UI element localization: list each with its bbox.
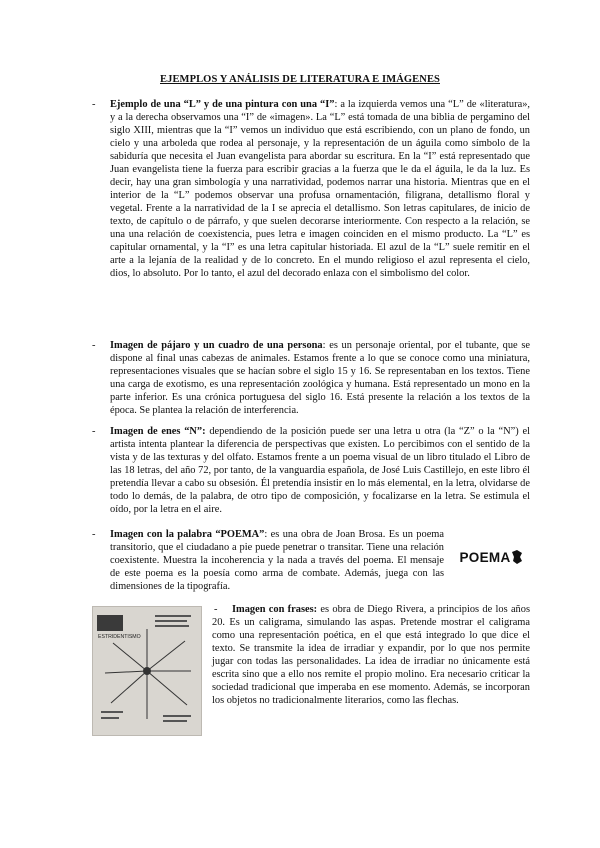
- entry-text: : es una obra de Joan Brosa. Es un poema transitorio, que el ciudadano a pie puede penetrar o transitar. Tiene una relación coexistente. Muestra la incoherencia y la nada a través del poema. El mensaje de este poema es la poesía como arma de combate. Además, juega con las dimensiones de la tipografía.: [110, 529, 445, 592]
- entry-label: Imagen de pájaro y un cuadro de una persona: [110, 340, 323, 351]
- entry-poema-word: [110, 528, 444, 593]
- calligram-windmill-icon: [93, 607, 201, 735]
- entry-text: : es un personaje oriental, por el tubante, que se dispone al final unas cabezas de animales. Estamos frente a lo que se conoce como una miniatura, representaciones visuales que se hacían sobre el siglo 15 y 16. Se representaban en los textos. Tiene una carga de exotismo, es una representación zoológica y humana. Está representado un mono en la parte inferior. Es una crónica portuguesa del siglo 16. Está presente la relación a los textos de la época. Se plantea la relación de interferencia.: [110, 340, 530, 416]
- calligram-word: ESTRIDENTISMO: [98, 634, 141, 640]
- ink-splash-icon: [511, 548, 523, 566]
- bullet-dash: -: [92, 99, 96, 110]
- entry-label: Imagen de enes “N”:: [110, 426, 206, 437]
- entry-text: es obra de Diego Rivera, a principios de los años 20. Es un caligrama, simulando las aspas. Pretende mostrar el caligrama como una representación poética, en el que está integrado lo que dice el texto. Se transmite la idea de irradiar y expandir, por lo que nos permite jugar con todas las personalidades. La idea de irradiar no únicamente está escrita sino que a ello nos remite el propio molino. Era necesario criticar la sociedad tradicional que imperaba en ese momento. Además, se incorporan los objetos no tradicionalmente literarios, como las flechas.: [212, 604, 530, 706]
- bullet-dash: -: [92, 340, 96, 351]
- calligram-artwork-image: [92, 606, 202, 736]
- document-title: EJEMPLOS Y ANÁLISIS DE LITERATURA E IMÁGENES: [160, 74, 440, 85]
- bullet-dash: -: [92, 426, 96, 437]
- entry-letter-l-and-i: [110, 98, 530, 280]
- entry-letters-n: [110, 425, 530, 516]
- entry-text: : a la izquierda vemos una “L” de «literatura», y a la derecha observamos una “I” de «imagen». La “L” está tomada de una biblia de pergamino del siglo XIII, mientras que la “I” vemos un individuo que está escribiendo, con un plano de fondo, un cielo y una arboleda que rodea al personaje, y la representación de un águila como símbolo de la sabiduría que necesita el Juan evangelista para abordar su escritura. En la “I” está representado que Juan evangelista tiene la fuerza para escribir gracias a la fuerza que le da el águila, le da la luz. Es decir, hay una gran simbología y una narratividad, podemos narrar una historia. Mientras que en el interior de la “L” podemos observar una profusa ornamentación, filigrana, detallismo floral y vegetal. Frente a la narratividad de la I se aprecia el detallismo. Son letras capitulares, de inicio de texto, de capítulo o de párrafo, y que suelen decorarse interiormente. Con respecto a la relación, se una una relación de coexistencia, pues letra e imagen coinciden en el mismo producto. La “L” es capitular ornamental, y la “I” es una letra capitular historiada. El azul de la “L” suele remitir en el arte a la lejanía de la realidad y de lo concreto. En el mundo religioso el azul representa el cielo, dios, lo absoluto. Por lo tanto, el azul del decorado enlaza con el simbolismo del color.: [110, 99, 530, 279]
- entry-bird-and-person: [110, 339, 530, 417]
- entry-label: Imagen con frases:: [232, 604, 318, 615]
- entry-label: Imagen con la palabra “POEMA”: [110, 529, 265, 540]
- entry-calligram: [212, 603, 530, 707]
- entry-label: Ejemplo de una “L” y de una pintura con una “I”: [110, 99, 335, 110]
- bullet-dash: -: [214, 604, 218, 615]
- poema-artwork-image: [458, 528, 524, 586]
- entry-text: dependiendo de la posición puede ser una letra u otra (la “Z” o la “N”) el artista intenta plantear la diferencia de perspectivas que existen. Lo percibimos con el sentido de la vista y de las texturas y del olfato. Estamos frente a un poema visual de un libro titulado el Libro de las 18 letras, del año 72, por tanto, de la vanguardia española, de José Luis Castillejo, en este libro él pretendía llevar a cabo su obsesión. Él pretendía insistir en lo más elemental, en la letra, olvidarse de todo lo demás, de la palabra, de otro tipo de composición, y focalizarse en la letra. Se estimula el oído, por la letra en el aire.: [110, 426, 530, 515]
- bullet-dash: -: [92, 529, 96, 540]
- poema-word: POEMA: [459, 549, 511, 565]
